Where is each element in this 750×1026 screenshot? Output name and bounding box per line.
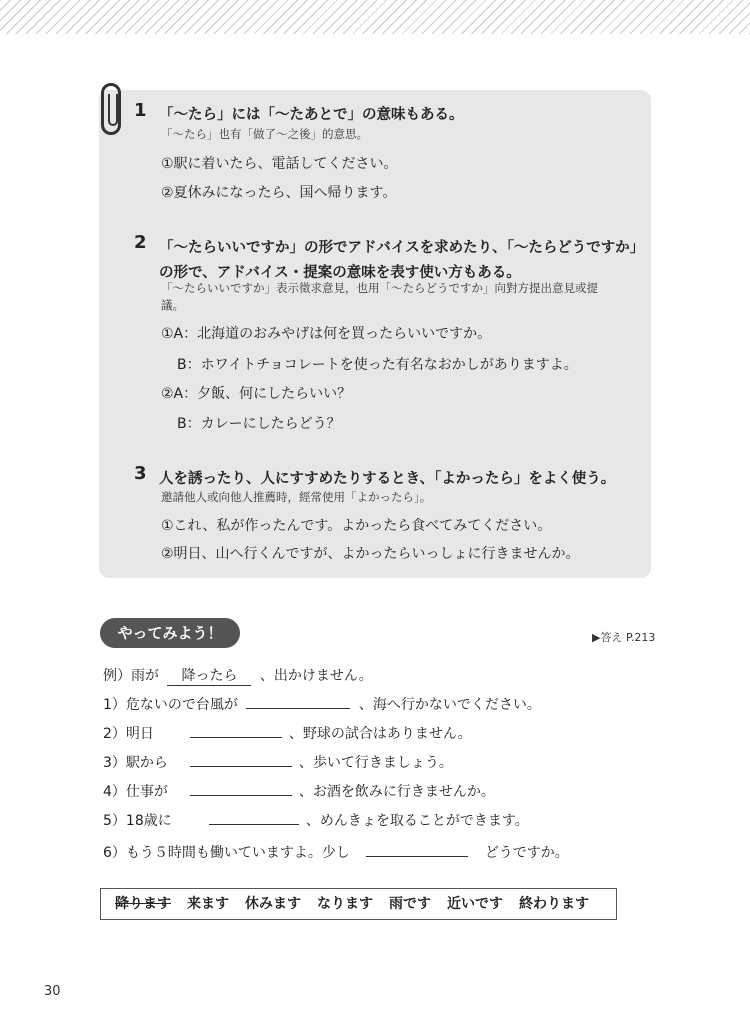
practice-example-row [103, 665, 373, 686]
grammar-item-3-heading: 人を誘ったり、人にすすめたりするとき、「よかったら」をよく使う。 [159, 471, 616, 487]
grammar-item-1-number: 1 [134, 100, 147, 121]
question-row-2 [103, 723, 472, 743]
grammar-item-2-heading-line2: の形で、アドバイス・提案の意味を表す使い方もある。 [159, 265, 521, 281]
question-row-5 [103, 810, 529, 830]
grammar-item-2-note-line1: 「～たらいいですか」表示徵求意見，也用「～たらどうですか」向對方提出意見或提 [161, 281, 598, 295]
word-bank-item: 雨です [389, 896, 431, 912]
question-2-before: 2）明日 [103, 726, 154, 742]
page-number: 30 [44, 984, 61, 999]
grammar-item-1-heading: 「～たら」には「～たあとで」の意味もある。 [159, 107, 464, 123]
word-bank-item-used: 降ります [115, 896, 171, 912]
question-row-1 [103, 694, 541, 714]
example-after: 、出かけません。 [259, 668, 373, 684]
header-hatch-pattern [0, 0, 750, 34]
question-4-before: 4）仕事が [103, 784, 168, 800]
question-4-blank[interactable] [190, 781, 292, 796]
question-3-before: 3）駅から [103, 755, 168, 771]
example-label: 例）雨が [103, 668, 159, 684]
answer-page-reference: ▶答え P.213 [592, 631, 656, 644]
grammar-item-1-example-1: ①駅に着いたら、電話してください。 [161, 156, 398, 172]
question-3-after: 、歩いて行きましょう。 [298, 755, 453, 771]
grammar-item-3-number: 3 [134, 463, 147, 484]
grammar-item-1-note: 「～たら」也有「做了～之後」的意思。 [161, 127, 368, 141]
question-row-3 [103, 752, 453, 772]
question-5-before: 5）18歳に [103, 813, 172, 829]
grammar-item-2-example-4: B：カレーにしたらどう？ [177, 416, 341, 432]
question-3-blank[interactable] [190, 752, 292, 767]
word-bank-item: 終わります [519, 896, 589, 912]
word-bank-item: なります [317, 896, 373, 912]
question-2-blank[interactable] [190, 723, 282, 738]
word-bank-item: 休みます [245, 896, 301, 912]
grammar-item-2-example-2: B：ホワイトチョコレートを使った有名なおかしがありますよ。 [177, 357, 578, 373]
question-row-4 [103, 781, 495, 801]
question-1-blank[interactable] [246, 694, 350, 709]
question-row-6 [103, 842, 569, 862]
question-4-after: 、お酒を飲みに行きませんか。 [298, 784, 495, 800]
practice-title: やってみよう！ [100, 618, 240, 648]
question-6-blank[interactable] [366, 842, 468, 857]
grammar-item-2-number: 2 [134, 232, 147, 253]
example-answer: 降ったら [167, 665, 251, 686]
question-6-after: どうですか。 [484, 845, 569, 861]
question-5-after: 、めんきょを取ることができます。 [305, 813, 529, 829]
grammar-item-2-note-line2: 議。 [161, 298, 184, 312]
grammar-item-3-example-1: ①これ、私が作ったんです。よかったら食べてみてください。 [161, 518, 552, 534]
grammar-item-2-example-3: ②A：夕飯、何にしたらいい？ [161, 386, 352, 402]
question-2-after: 、野球の試合はありません。 [288, 726, 472, 742]
grammar-item-2-example-1: ①A：北海道のおみやげは何を買ったらいいですか。 [161, 326, 492, 342]
word-bank-item: 近いです [447, 896, 503, 912]
grammar-item-3-example-2: ②明日、山へ行くんですが、よかったらいっしょに行きませんか。 [161, 546, 580, 562]
question-5-blank[interactable] [209, 810, 299, 825]
question-6-before: 6）もう５時間も働いていますよ。少し [103, 845, 350, 861]
word-bank-box [100, 888, 617, 920]
word-bank-item: 来ます [187, 896, 229, 912]
question-1-after: 、海へ行かないでください。 [358, 697, 541, 713]
paperclip-icon [101, 83, 121, 135]
grammar-item-1-example-2: ②夏休みになったら、国へ帰ります。 [161, 185, 397, 201]
question-1-before: 1）危ないので台風が [103, 697, 238, 713]
grammar-item-3-note: 邀請他人或向他人推薦時，經常使用「よかったら」。 [161, 490, 432, 504]
grammar-item-2-heading-line1: 「～たらいいですか」の形でアドバイスを求めたり、「～たらどうですか」 [159, 240, 645, 256]
